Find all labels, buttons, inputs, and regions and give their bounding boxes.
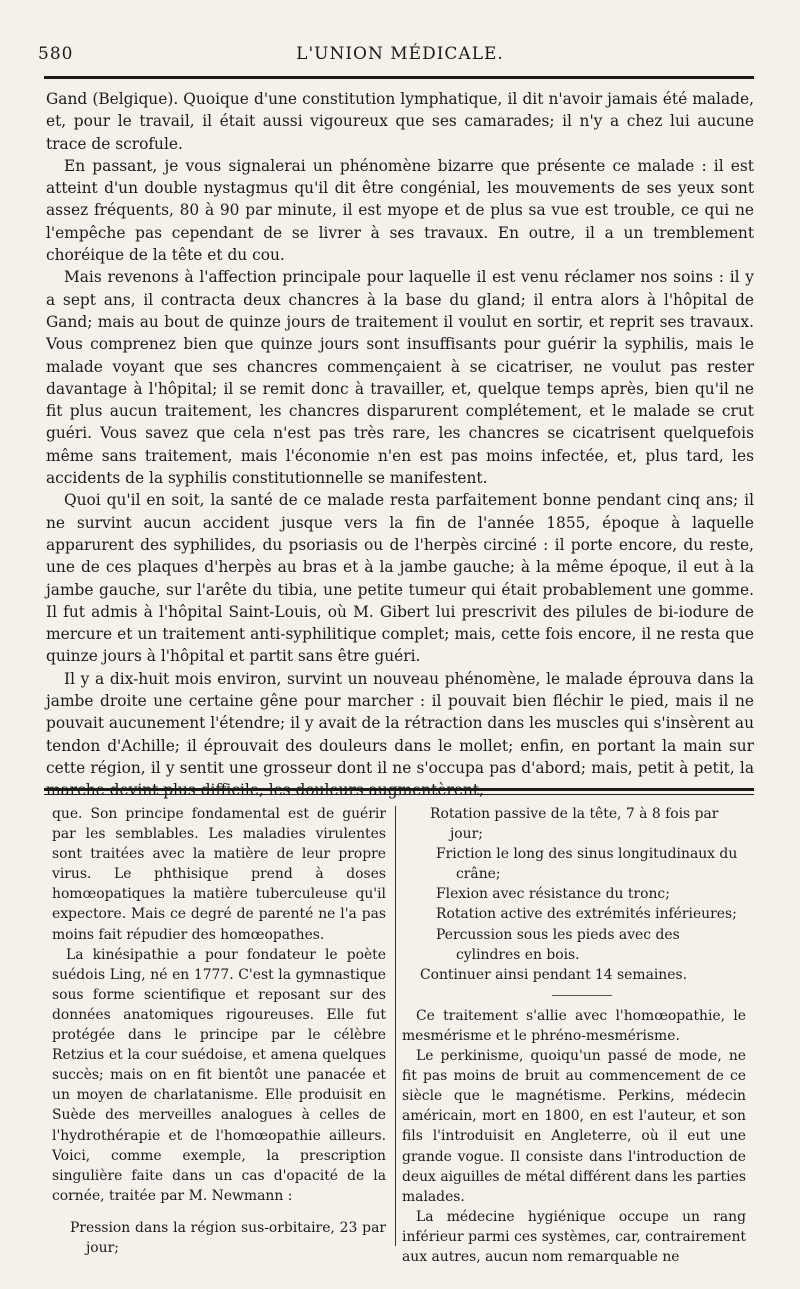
prescription-item: Flexion avec résistance du tronc; — [436, 886, 670, 903]
article-paragraph: Gand (Belgique). Quoique d'une constitution lymphatique, il dit n'avoir jamais été malade, et, pour le travail, il était aussi vigoureux que ses camarades; il n'y a chez lui aucune trace de scrofule. — [46, 90, 754, 153]
page-header — [38, 44, 762, 72]
column-paragraph: que. Son principe fondamental est de guérir par les semblables. Les maladies virulentes sont traitées avec la matière de leur propre virus. Le phthisique prend à doses homœopatiques la matière tuberculeuse qu'il expectore. Mais ce degré de parenté ne l'a pas moins fait répudier des homœopathes. — [52, 806, 386, 943]
column-paragraph: Le perkinisme, quoiqu'un passé de mode, ne fit pas moins de bruit au commencement de ce siècle que le magnétisme. Perkins, médecin américain, mort en 1800, en est l'auteur, et son fils l'introduisit en Angleterre, où il eut une grande vogue. Il consiste dans l'introduction de deux aiguilles de métal différent dans les parties malades. — [402, 1048, 746, 1205]
feuilleton-left-column — [52, 804, 386, 1274]
column-paragraph: La médecine hygiénique occupe un rang inférieur parmi ces systèmes, car, contrairement aux autres, aucun nom remarquable ne — [402, 1208, 746, 1265]
prescription-duration: Continuer ainsi pendant 14 semaines. — [420, 966, 688, 983]
section-rule-thin — [44, 794, 754, 795]
column-paragraph: La kinésipathie a pour fondateur le poète suédois Ling, né en 1777. C'est la gymnastique sous forme scientifique et reposant sur des données anatomiques rigoureuses. Elle fut protégée dans le principe par le célèbre Retzius et la cour suédoise, et amena quelques succès; mais on en fit bientôt une panacée et un moyen de charlatanisme. Elle produisit en Suède des merveilles analogues à celles de l'hydrothérapie et de l'homœopathie ailleurs. Voici, comme exemple, la prescription singulière faite dans un cas d'opacité de la cornée, traitée par M. Newmann : — [52, 946, 386, 1204]
prescription-item: Rotation passive de la tête, 7 à 8 fois par jour; — [430, 806, 719, 843]
feuilleton-right-column — [402, 804, 746, 1274]
article-paragraph: Mais revenons à l'affection principale pour laquelle il est venu réclamer nos soins : il y a sept ans, il contracta deux chancres à la base du gland; il entra alors à l'hôpital de Gand; mais au bout de quinze jours de traitement il voulut en sortir, et reprit ses travaux. Vous comprenez bien que quinze jours sont insuffisants pour guérir la syphilis, mais le malade voyant que ses chancres commençaient à se cicatriser, ne voulut pas rester davantage à l'hôpital; il se remit donc à travailler, et, quelque temps après, bien qu'il ne fit plus aucun traitement, les chancres disparurent complétement, et le malade se crut guéri. Vous savez que cela n'est pas très rare, les chancres se cicatrisent quelquefois même sans traitement, mais l'économie n'en est pas moins infectée, et, plus tard, les accidents de la syphilis constitutionnelle se manifestent. — [46, 268, 754, 488]
prescription-item: Rotation active des extrémités inférieures; — [436, 906, 737, 923]
article-paragraph: En passant, je vous signalerai un phénomène bizarre que présente ce malade : il est atteint d'un double nystagmus qu'il dit être congénial, les mouvements de ses yeux sont assez fréquents, 80 à 90 par minute, il est myope et de plus sa vue est trouble, ce qui ne l'empêche pas cependant de se livrer à ses travaux. En outre, il a un tremblement choréique de la tête et du cou. — [46, 156, 754, 265]
article-paragraph: Il y a dix-huit mois environ, survint un nouveau phénomène, le malade éprouva dans la jambe droite une certaine gêne pour marcher : il pouvait bien fléchir le pied, mais il ne pouvait aucunement l'étendre; il y avait de la rétraction dans les muscles qui s'insèrent au tendon d'Achille; il éprouvait des douleurs dans le mollet; enfin, en portant la main sur cette région, il y sentit une grosseur dont il ne s'occupa pas d'abord; mais, petit à petit, la marche devint plus difficile, les douleurs augmentèrent, — [46, 669, 754, 800]
short-separator — [552, 995, 612, 996]
article-paragraph: Quoi qu'il en soit, la santé de ce malade resta parfaitement bonne pendant cinq ans; il ne survint aucun accident jusque vers la fin de l'année 1855, époque à laquelle apparurent des syphilides, du psoriasis ou de l'herpès circiné : il porte encore, du reste, une de ces plaques d'herpès au bras et à la jambe gauche; à la même époque, il eut à la jambe gauche, sur l'arête du tibia, une petite tumeur qui était probablement une gomme. Il fut admis à l'hôpital Saint-Louis, où M. Gibert lui prescrivit des pilules de bi-iodure de mercure et un traitement anti-syphilitique complet; mais, cette fois encore, il ne resta que quinze jours à l'hôpital et partit sans être guéri. — [46, 491, 754, 666]
column-divider — [395, 806, 396, 1246]
column-paragraph: Ce traitement s'allie avec l'homœopathie, le mesmérisme et le phréno-mesmérisme. — [402, 1007, 746, 1044]
header-rule — [44, 76, 754, 79]
prescription-item: Pression dans la région sus-orbitaire, 23 par jour; — [70, 1219, 386, 1256]
journal-title: L'UNION MÉDICALE. — [296, 44, 504, 64]
prescription-item: Friction le long des sinus longitudinaux du crâne; — [436, 846, 738, 883]
section-rule-thick — [44, 788, 754, 791]
main-article — [46, 88, 754, 800]
prescription-item: Percussion sous les pieds avec des cylindres en bois. — [436, 926, 680, 963]
page-number: 580 — [38, 44, 74, 64]
